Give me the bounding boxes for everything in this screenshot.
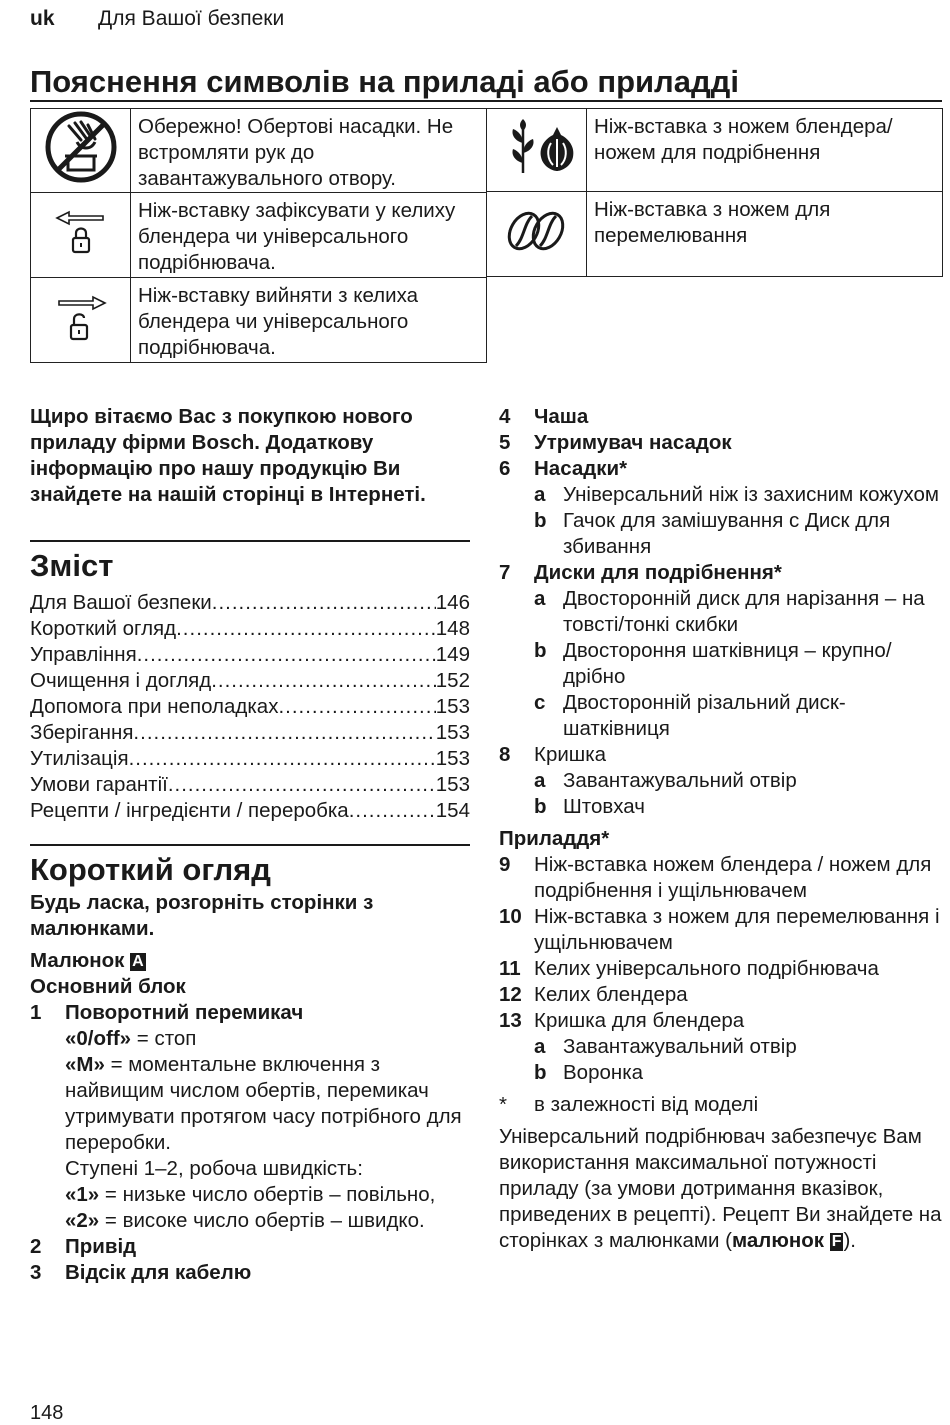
item-title: Утримувач насадок bbox=[534, 431, 732, 454]
running-header-title: Для Вашої безпеки bbox=[98, 7, 285, 30]
symbol-icon-cell bbox=[31, 278, 131, 363]
toc-leader bbox=[278, 694, 435, 720]
toc-entry-title: Допомога при неполадках bbox=[30, 695, 279, 718]
toc-entry-title: Управління bbox=[30, 643, 137, 666]
list-item bbox=[499, 430, 944, 456]
list-item bbox=[499, 956, 944, 982]
sub-item-letter: b bbox=[534, 639, 547, 662]
toc-entry[interactable] bbox=[30, 798, 470, 824]
sub-item bbox=[534, 586, 944, 638]
list-item bbox=[499, 904, 944, 956]
sub-item-letter: b bbox=[534, 795, 547, 818]
symbol-row bbox=[487, 109, 943, 192]
item-title: Кришка для блендера bbox=[534, 1009, 745, 1032]
sub-item-text: Завантажувальний отвір bbox=[563, 769, 797, 792]
sub-item-text: Воронка bbox=[563, 1061, 644, 1084]
toc-entry-title: Утилізація bbox=[30, 747, 129, 770]
toc-leader bbox=[212, 590, 436, 616]
symbol-icon-cell bbox=[31, 193, 131, 278]
sub-item bbox=[534, 690, 944, 742]
toc-entry[interactable] bbox=[30, 772, 470, 798]
item-number: 8 bbox=[499, 743, 511, 766]
symbol-description: Ніж-вставку зафіксувати у келиху блендера чи універсального подрібнювача. bbox=[131, 193, 487, 278]
no-hands-icon bbox=[41, 110, 121, 184]
toc-leader bbox=[349, 798, 436, 824]
symbol-row bbox=[31, 109, 487, 193]
toc-entry-page: 149 bbox=[435, 643, 470, 666]
accessories-heading: Приладдя* bbox=[499, 827, 610, 850]
figure-label: Малюнок bbox=[30, 949, 125, 972]
toc-leader bbox=[211, 668, 436, 694]
symbol-description: Обережно! Обертові насадки. Не встромляти рук до завантажувального отвору. bbox=[131, 109, 487, 193]
item-title: Чаша bbox=[534, 405, 589, 428]
section-divider bbox=[30, 844, 470, 846]
toc-entry[interactable] bbox=[30, 720, 470, 746]
toc-entry[interactable] bbox=[30, 642, 470, 668]
item-number: 9 bbox=[499, 853, 511, 876]
footnote-mark: * bbox=[499, 1093, 507, 1116]
symbol-description: Ніж-вставку вийняти з келиха блендера чи універсального подрібнювача. bbox=[131, 278, 487, 363]
herbs-onion-icon bbox=[497, 117, 577, 177]
item-number: 4 bbox=[499, 405, 511, 428]
toc-list bbox=[30, 590, 470, 824]
symbol-row bbox=[31, 278, 487, 363]
switch-position-key: «0/off» bbox=[65, 1027, 132, 1050]
toc-leader bbox=[137, 642, 436, 668]
list-item bbox=[30, 1260, 470, 1286]
section-divider bbox=[30, 540, 470, 542]
symbol-description: Ніж-вставка з ножем для перемелювання bbox=[587, 192, 943, 277]
coffee-beans-icon bbox=[502, 206, 572, 256]
toc-entry-page: 153 bbox=[435, 773, 470, 796]
figure-reference bbox=[30, 948, 470, 974]
sub-item-text: Двосторонній диск для нарізання – на товсті/тонкі скибки bbox=[563, 587, 925, 636]
sub-item bbox=[534, 638, 944, 690]
sub-item-letter: a bbox=[534, 769, 546, 792]
sub-item-text: Універсальний ніж із захисним кожухом bbox=[563, 483, 939, 506]
item-title: Диски для подрібнення* bbox=[534, 561, 782, 584]
symbol-icon-cell bbox=[31, 109, 131, 193]
left-column bbox=[30, 404, 470, 1286]
toc-entry[interactable] bbox=[30, 694, 470, 720]
note-end: ). bbox=[843, 1229, 857, 1252]
page-number: 148 bbox=[30, 1402, 64, 1424]
right-column bbox=[499, 404, 944, 1254]
lock-arrow-left-icon bbox=[51, 202, 111, 262]
item-number: 7 bbox=[499, 561, 511, 584]
sub-item-text: Гачок для замішування с Диск для збивання bbox=[563, 509, 891, 558]
toc-title: Зміст bbox=[30, 548, 114, 583]
symbol-description: Ніж-вставка з ножем блендера/ ножем для подрібнення bbox=[587, 109, 943, 192]
section-divider bbox=[30, 100, 942, 102]
main-unit-heading: Основний блок bbox=[30, 975, 186, 998]
toc-entry-title: Для Вашої безпеки bbox=[30, 591, 212, 614]
toc-entry-page: 152 bbox=[435, 669, 470, 692]
toc-leader bbox=[168, 772, 436, 798]
toc-entry[interactable] bbox=[30, 616, 470, 642]
item-number: 1 bbox=[30, 1001, 42, 1024]
sub-item bbox=[534, 794, 944, 820]
list-item bbox=[499, 560, 944, 586]
item-title: Кришка bbox=[534, 743, 607, 766]
sub-item-text: Завантажувальний отвір bbox=[563, 1035, 797, 1058]
unlock-arrow-right-icon bbox=[51, 287, 111, 347]
sub-item-text: Штовхач bbox=[563, 795, 645, 818]
item-title: Ніж-вставка з ножем для перемелювання і ущільнювачем bbox=[534, 905, 940, 954]
item-number: 13 bbox=[499, 1009, 522, 1032]
footnote bbox=[499, 1092, 944, 1118]
switch-position-key: «2» bbox=[65, 1209, 100, 1232]
item-detail bbox=[65, 1026, 470, 1052]
toc-entry-title: Умови гарантії bbox=[30, 773, 168, 796]
item-number: 12 bbox=[499, 983, 522, 1006]
list-item bbox=[30, 1234, 470, 1260]
toc-entry-title: Зберігання bbox=[30, 721, 134, 744]
item-detail bbox=[65, 1182, 470, 1208]
toc-entry-title: Короткий огляд bbox=[30, 617, 177, 640]
sub-item bbox=[534, 1060, 944, 1086]
list-item bbox=[499, 852, 944, 904]
toc-leader bbox=[176, 616, 436, 642]
item-number: 5 bbox=[499, 431, 511, 454]
sub-item-text: Двосторонній різальний диск-шатківниця bbox=[563, 691, 846, 740]
sub-item-letter: b bbox=[534, 1061, 547, 1084]
symbol-icon-cell bbox=[487, 109, 587, 192]
toc-entry-page: 153 bbox=[435, 747, 470, 770]
sub-item-text: Двостороння шатківниця – крупно/ дрібно bbox=[563, 639, 892, 688]
sub-item-letter: c bbox=[534, 691, 546, 714]
symbol-icon-cell bbox=[487, 192, 587, 277]
list-item bbox=[499, 742, 944, 768]
symbol-row bbox=[31, 193, 487, 278]
symbols-table-right bbox=[486, 108, 943, 277]
item-title: Привід bbox=[65, 1235, 137, 1258]
list-item bbox=[499, 456, 944, 482]
toc-entry-page: 153 bbox=[435, 721, 470, 744]
toc-leader bbox=[129, 746, 436, 772]
figure-letter-badge: F bbox=[831, 1233, 842, 1250]
list-item bbox=[499, 1008, 944, 1034]
list-item bbox=[499, 404, 944, 430]
list-item bbox=[30, 1000, 470, 1026]
list-item bbox=[499, 982, 944, 1008]
footnote-text: в залежності від моделі bbox=[534, 1093, 759, 1116]
figure-letter-badge: A bbox=[132, 953, 144, 970]
switch-position-key: «M» bbox=[65, 1053, 105, 1076]
switch-position-desc: = моментальне включення з найвищим числом обертів, перемикач утримувати протягом часу потрібного для переробки. bbox=[65, 1053, 462, 1154]
item-title: Відсік для кабелю bbox=[65, 1261, 252, 1284]
item-title: Насадки* bbox=[534, 457, 628, 480]
toc-entry[interactable] bbox=[30, 590, 470, 616]
sub-item bbox=[534, 1034, 944, 1060]
toc-entry[interactable] bbox=[30, 668, 470, 694]
sub-item bbox=[534, 482, 944, 508]
toc-entry-page: 146 bbox=[435, 591, 470, 614]
symbols-section-title: Пояснення символів на приладі або приладді bbox=[30, 64, 739, 99]
intro-paragraph: Щиро вітаємо Вас з покупкою нового приладу фірми Bosch. Додаткову інформацію про нашу продукцію Ви знайдете на нашій сторінці в Інтернеті. bbox=[30, 405, 426, 506]
item-detail bbox=[65, 1052, 470, 1156]
toc-entry-page: 153 bbox=[435, 695, 470, 718]
switch-position-desc: = низьке число обертів – повільно, bbox=[99, 1183, 436, 1206]
item-number: 10 bbox=[499, 905, 522, 928]
switch-position-key: «1» bbox=[65, 1183, 100, 1206]
sub-item bbox=[534, 508, 944, 560]
item-number: 11 bbox=[499, 957, 521, 980]
item-number: 3 bbox=[30, 1261, 42, 1284]
item-number: 2 bbox=[30, 1235, 42, 1258]
toc-entry-title: Очищення і догляд bbox=[30, 669, 212, 692]
item-detail: Ступені 1–2, робоча швидкість: bbox=[65, 1157, 363, 1180]
symbol-row bbox=[487, 192, 943, 277]
switch-position-desc: = стоп bbox=[131, 1027, 197, 1050]
sub-item-letter: b bbox=[534, 509, 547, 532]
overview-subtitle: Будь ласка, розгорніть сторінки з малюнками. bbox=[30, 891, 374, 940]
symbols-table-left bbox=[30, 108, 487, 363]
toc-entry[interactable] bbox=[30, 746, 470, 772]
toc-entry-page: 154 bbox=[435, 799, 470, 822]
item-title: Поворотний перемикач bbox=[65, 1001, 304, 1024]
item-title: Келих універсального подрібнювача bbox=[534, 957, 879, 980]
overview-title: Короткий огляд bbox=[30, 852, 271, 887]
switch-position-desc: = високе число обертів – швидко. bbox=[99, 1209, 425, 1232]
toc-leader bbox=[133, 720, 435, 746]
item-detail bbox=[65, 1208, 470, 1234]
sub-item bbox=[534, 768, 944, 794]
item-title: Ніж-вставка ножем блендера / ножем для подрібнення і ущільнювачем bbox=[534, 853, 932, 902]
toc-entry-page: 148 bbox=[435, 617, 470, 640]
item-number: 6 bbox=[499, 457, 511, 480]
sub-item-letter: a bbox=[534, 483, 546, 506]
toc-entry-title: Рецепти / інгредієнти / переробка bbox=[30, 799, 349, 822]
sub-item-letter: a bbox=[534, 1035, 546, 1058]
note-text: Універсальний подрібнювач забезпечує Вам використання максимальної потужності приладу (за умови дотримання вказівок, приведених в рецепті). Рецепт Ви знайдете на сторінках з малюнками ( bbox=[499, 1125, 942, 1252]
item-title: Келих блендера bbox=[534, 983, 688, 1006]
universal-chopper-note bbox=[499, 1124, 944, 1254]
language-code: uk bbox=[30, 7, 55, 30]
sub-item-letter: a bbox=[534, 587, 546, 610]
note-figure-label: малюнок bbox=[732, 1229, 824, 1252]
